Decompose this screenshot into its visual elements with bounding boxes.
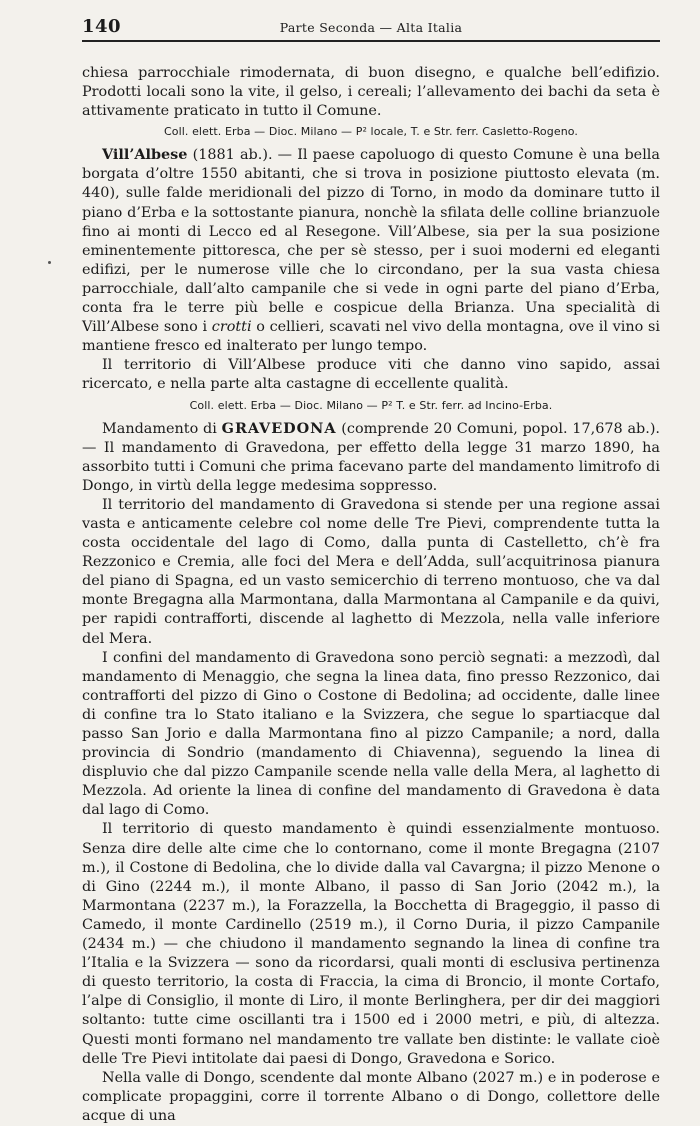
paragraph-territorio: Il territorio del mandamento di Gravedona si stende per una regione assai vasta e anticamente celebre col nome delle Tre Pievi, comprendente tutta la costa occidentale del lago di Como, dalla punta di Castelletto, ch’è fra Rezzonico e Cremia, alle foci del Mera e dell’Adda, sull’acquitrinosa pianura del piano di Spagna, ed un vasto semicerchio di terreno montuoso, che va dal monte Bregagna alla Marmontana, dalla Marmontana al Campanile e da quivi, per rapidi contrafforti, discende al laghetto di Mezzola, nella valle inferiore del Mera. xyxy=(82,496,660,647)
paragraph-montuoso: Il territorio di questo mandamento è quindi essenzialmente montuoso. Senza dire delle alte cime che lo contornano, come il monte Bregagna (2107 m.), il Costone di Bedolina, che lo divide dalla val Cavargna; il pizzo Menone o di Gino (2244 m.), il monte Albano, il passo di San Jorio (2042 m.), la Marmontana (2237 m.), la Forazzella, la Bocchetta di Brageggio, il passo di Camedo, il monte Cardinello (2519 m.), il Corno Duria, il pizzo Campanile (2434 m.) — che chiudono il mandamento segnando la linea di confine tra l’Italia e la Svizzera — sono da ricordarsi, quali monti di esclusiva pertinenza di questo territorio, la costa di Fraccia, la cima di Broncio, il monte Cortafo, l’alpe di Consiglio, il monte di Liro, il monte Berlinghera, per dir dei maggiori soltanto: tutte cime oscillanti tra i 1500 ed i 2000 metri, e più, di altezza. Questi monti formano nel mandamento tre vallate ben distinte: le vallate cioè delle Tre Pievi intitolate dai paesi di Dongo, Gravedona e Sorico. xyxy=(82,821,660,1067)
villalbese-italic: crotti xyxy=(211,319,252,336)
paragraph-top: chiesa parrocchiale rimodernata, di buon disegno, e qualche bell’edifizio. Prodotti locali sono la vite, il gelso, i cereali; l’allevamento dei bachi da seta è attivamente praticato in tutto il Comune. xyxy=(82,65,660,120)
page-header xyxy=(82,16,660,38)
mandamento-prefix: Mandamento di xyxy=(102,420,222,437)
villalbese-text-b: o cellieri, scavati nel vivo della montagna, ove il vino si mantiene fresco ed inalterato per lungo tempo. xyxy=(82,319,660,355)
paragraph-confini: I confini del mandamento di Gravedona sono perciò segnati: a mezzodì, dal mandamento di Menaggio, che segna la linea data, fino presso Rezzonico, dai contrafforti del pizzo di Gino o Costone di Bedolina; ad occidente, dalle linee di confine tra lo Stato italiano e la Svizzera, che segue lo spartiacque dal passo San Jorio e dalla Marmontana fino al pizzo Campanile; a nord, dalla provincia di Sondrio (mandamento di Chiavenna), seguendo la linea di displuvio che dal pizzo Campanile scende nella valle della Mera, al laghetto di Mezzola. Ad oriente la linea di confine del mandamento di Gravedona è data dal lago di Como. xyxy=(82,649,660,819)
paragraph-villalbese-territory: Il territorio di Vill’Albese produce viti che danno vino sapido, assai ricercato, e nella parte alta castagne di eccellente qualità. xyxy=(82,357,660,393)
electoral-note-villalbese: Coll. elett. Erba — Dioc. Milano — P² T. e Str. ferr. ad Incino-Erba. xyxy=(189,398,553,412)
running-title: Parte Seconda — Alta Italia xyxy=(279,20,463,35)
paragraph-dongo: Nella valle di Dongo, scendente dal monte Albano (2027 m.) e in poderose e complicate propaggini, corre il torrente Albano o di Dongo, collettore delle acque di una xyxy=(82,1069,660,1124)
page-number: 140 xyxy=(82,16,122,37)
margin-mark xyxy=(48,261,51,264)
mandamento-text: (comprende 20 Comuni, popol. 17,678 ab.). — Il mandamento di Gravedona, per effetto della legge 31 marzo 1890, ha assorbito tutti i Comuni che prima facevano parte del mandamento limitrofo di Dongo, in virtù della legge medesima soppresso. xyxy=(82,420,661,494)
paragraph-villalbese xyxy=(82,145,660,356)
page-body xyxy=(82,64,660,1126)
entry-heading-villalbese: Vill’Albese xyxy=(102,146,188,164)
paragraph-mandamento xyxy=(82,419,660,496)
header-rule xyxy=(82,40,660,42)
electoral-note-top: Coll. elett. Erba — Dioc. Milano — P² locale, T. e Str. ferr. Casletto-Rogeno. xyxy=(163,125,579,139)
entry-heading-gravedona: GRAVEDONA xyxy=(221,419,337,437)
villalbese-text-a: (1881 ab.). — Il paese capoluogo di questo Comune è una bella borgata d’oltre 1550 abitanti, che si trova in posizione piuttosto elevata (m. 440), sulle falde meridionali del pizzo di Torno, in modo da dominare tutto il piano d’Erba e la sottostante pianura, nonchè la sfilata delle colline brianzuole fino ai monti di Lecco ed al Resegone. Vill’Albese, sia per la sua posizione eminentemente pittoresca, che per sè stesso, per i suoi moderni ed eleganti edifizi, per le numerose ville che lo circondano, per la sua vasta chiesa parrocchiale, dall’alto campanile che si vede in ogni parte del piano d’Erba, conta fra le terre più belle e cospicue della Brianza. Una specialità di Vill’Albese sono i xyxy=(82,147,660,336)
